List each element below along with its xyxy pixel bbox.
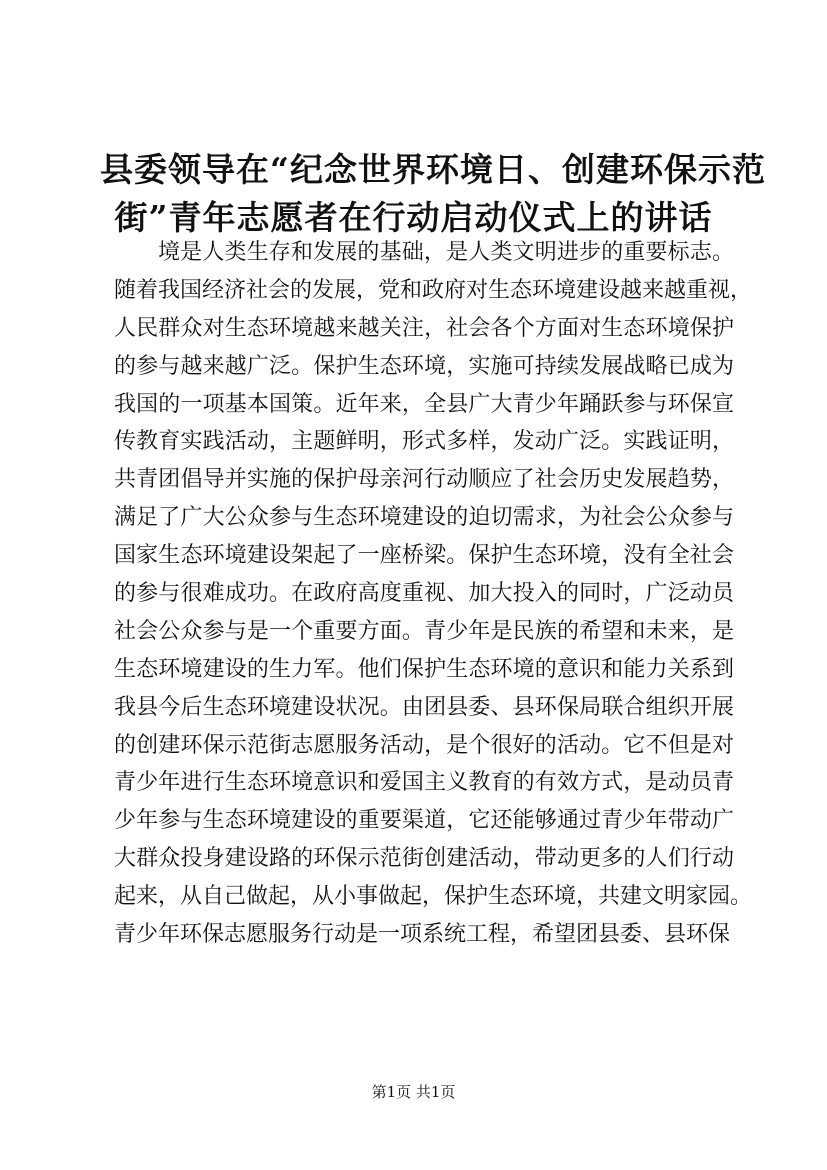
- body-line: 社会公众参与是一个重要方面。青少年是民族的希望和未来，是: [114, 618, 734, 644]
- body-line: 青少年环保志愿服务行动是一项系统工程，希望团县委、县环保: [114, 922, 731, 948]
- title-line-1: 县委领导在“纪念世界环境日、创建环保示范: [100, 150, 766, 189]
- body-line: 满足了广大公众参与生态环境建设的迫切需求，为社会公众参与: [114, 505, 734, 531]
- body-line: 大群众投身建设路的环保示范街创建活动，带动更多的人们行动: [114, 846, 734, 872]
- body-line: 我县今后生态环境建设状况。由团县委、县环保局联合组织开展: [114, 694, 734, 720]
- body-line: 国家生态环境建设架起了一座桥梁。保护生态环境，没有全社会: [114, 543, 734, 569]
- body-line: 的参与越来越广泛。保护生态环境，实施可持续发展战略已成为: [114, 353, 734, 379]
- body-line: 的创建环保示范街志愿服务活动，是个很好的活动。它不但是对: [114, 732, 734, 758]
- body-line: 生态环境建设的生力军。他们保护生态环境的意识和能力关系到: [114, 656, 734, 682]
- body-line: 起来，从自己做起，从小事做起，保护生态环境，共建文明家园。: [114, 884, 753, 910]
- document-title: [100, 146, 766, 242]
- body-line: 境是人类生存和发展的基础，是人类文明进步的重要标志。: [158, 240, 734, 265]
- body-paragraph: [114, 234, 753, 954]
- body-line: 的参与很难成功。在政府高度重视、加大投入的同时，广泛动员: [114, 581, 734, 607]
- body-line: 青少年进行生态环境意识和爱国主义教育的有效方式，是动员青: [114, 770, 734, 796]
- title-line-2: 街”青年志愿者在行动启动仪式上的讲话: [114, 198, 713, 237]
- body-line: 人民群众对生态环境越来越关注，社会各个方面对生态环境保护: [114, 315, 734, 341]
- body-line: 共青团倡导并实施的保护母亲河行动顺应了社会历史发展趋势，: [114, 467, 734, 493]
- body-line: 我国的一项基本国策。近年来，全县广大青少年踊跃参与环保宣: [114, 391, 734, 417]
- body-line: 少年参与生态环境建设的重要渠道，它还能够通过青少年带动广: [114, 808, 734, 834]
- body-line: 随着我国经济社会的发展，党和政府对生态环境建设越来越重视，: [114, 277, 753, 303]
- page-number-footer: 第1页 共1页: [371, 1083, 456, 1101]
- body-line: 传教育实践活动，主题鲜明，形式多样，发动广泛。实践证明，: [114, 429, 734, 455]
